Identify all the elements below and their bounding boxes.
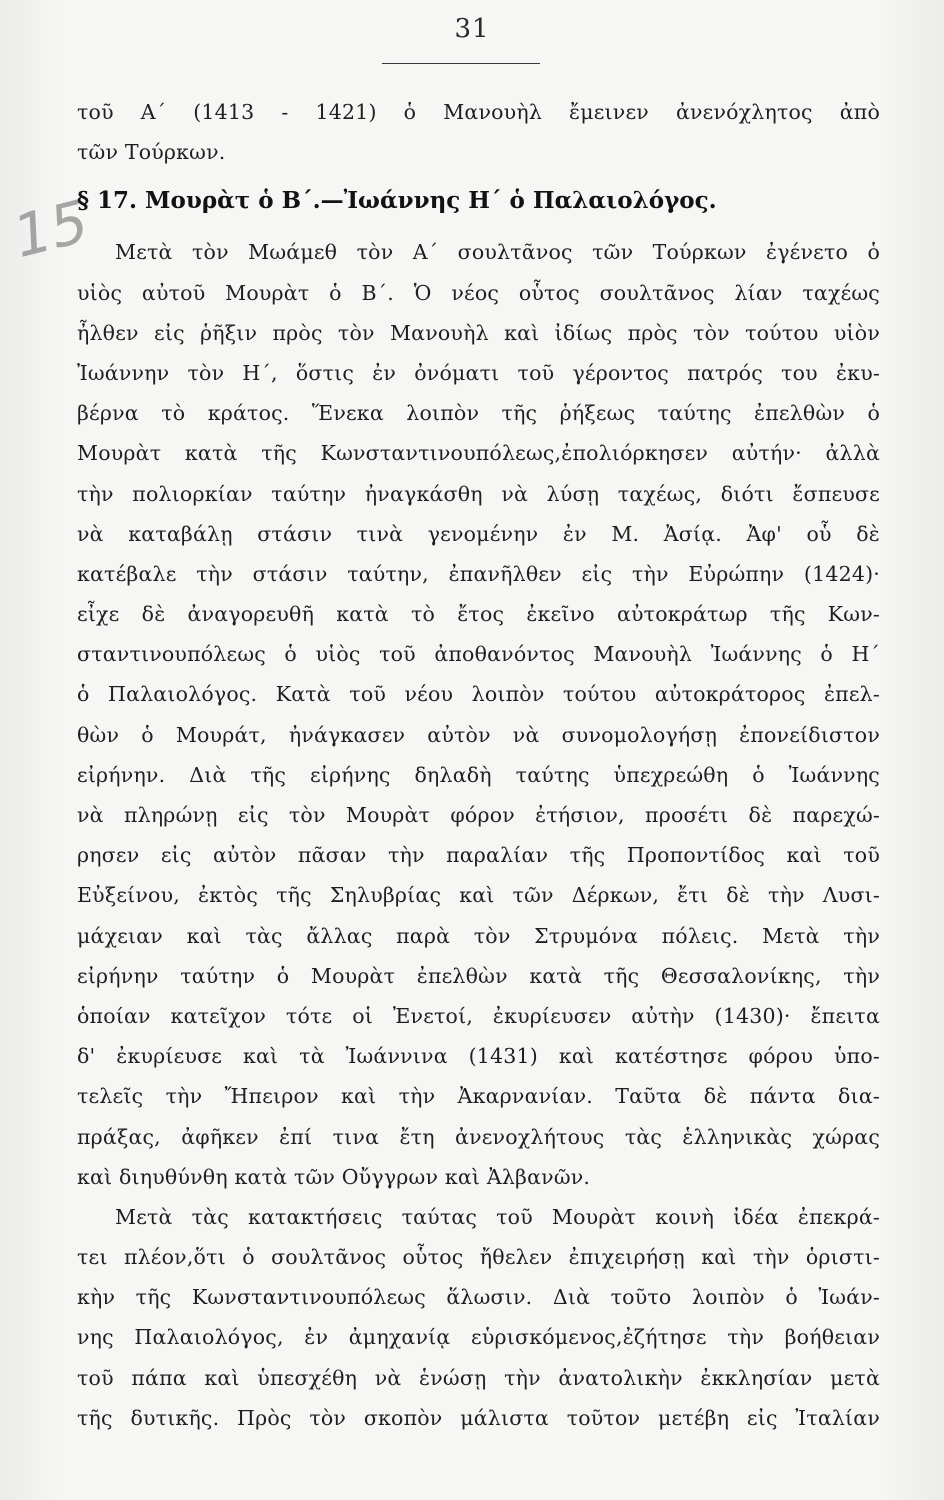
handwritten-margin-note: 15 <box>6 187 95 271</box>
text-line: τοῦ πάπα καὶ ὑπεσχέθη νὰ ἑνώσῃ τὴν ἀνατολικὴν ἐκκλησίαν μετὰ <box>77 1365 880 1390</box>
text-line: σταντινουπόλεως ὁ υἱὸς τοῦ ἀποθανόντος Μανουὴλ Ἰωάννης ὁ Η΄ <box>77 642 880 667</box>
text-line: τῆς δυτικῆς. Πρὸς τὸν σκοπὸν μάλιστα τοῦτον μετέβη εἰς Ἰταλίαν <box>77 1405 880 1430</box>
text-line: κὴν τῆς Κωνσταντινουπόλεως ἅλωσιν. Διὰ τοῦτο λοιπὸν ὁ Ἰωάν- <box>77 1285 880 1310</box>
text-line: καὶ διηυθύνθη κατὰ τῶν Οὔγγρων καὶ Ἀλβανῶν. <box>77 1164 591 1189</box>
page-number: 31 <box>454 14 490 44</box>
text-line: βέρνα τὸ κράτος. Ἕνεκα λοιπὸν τῆς ῥήξεως ταύτης ἐπελθὼν ὁ <box>77 401 880 426</box>
text-line: μάχειαν καὶ τὰς ἄλλας παρὰ τὸν Στρυμόνα πόλεις. Μετὰ τὴν <box>77 923 880 948</box>
text-line: εἶχε δὲ ἀναγορευθῆ κατὰ τὸ ἔτος ἐκεῖνο αὐτοκράτωρ τῆς Κων- <box>77 602 880 627</box>
body-text <box>77 92 880 1438</box>
text-line: θὼν ὁ Μουράτ, ἠνάγκασεν αὐτὸν νὰ συνομολογήσῃ ἐπονείδιστον <box>77 722 880 747</box>
text-line: τει πλέον,ὅτι ὁ σουλτᾶνος οὗτος ἤθελεν ἐπιχειρήσῃ καὶ τὴν ὁριστι- <box>77 1245 880 1270</box>
text-line: δ' ἐκυρίευσε καὶ τὰ Ἰωάννινα (1431) καὶ κατέστησε φόρου ὑπο- <box>77 1044 880 1069</box>
text-line: Μετὰ τὰς κατακτήσεις ταύτας τοῦ Μουρὰτ κοινὴ ἰδέα ἐπεκρά- <box>115 1204 880 1229</box>
text-line: νης Παλαιολόγος, ἐν ἀμηχανίᾳ εὑρισκόμενος,ἐζήτησε τὴν βοήθειαν <box>77 1325 880 1350</box>
text-line: ρησεν εἰς αὐτὸν πᾶσαν τὴν παραλίαν τῆς Προποντίδος καὶ τοῦ <box>77 843 880 868</box>
header-rule <box>382 63 540 64</box>
text-line: Μετὰ τὸν Μωάμεθ τὸν Α΄ σουλτᾶνος τῶν Τούρκων ἐγένετο ὁ <box>115 240 880 265</box>
text-line: ὁποίαν κατεῖχον τότε οἱ Ἐνετοί, ἐκυρίευσεν αὐτὴν (1430)· ἔπειτα <box>77 1003 880 1028</box>
text-line: Ἰωάννην τὸν Η΄, ὅστις ἐν ὀνόματι τοῦ γέροντος πατρός του ἐκυ- <box>77 360 880 385</box>
text-line: νὰ πληρώνῃ εἰς τὸν Μουρὰτ φόρον ἐτήσιον, προσέτι δὲ παρεχώ- <box>77 803 880 827</box>
text-line: ὁ Παλαιολόγος. Κατὰ τοῦ νέου λοιπὸν τούτου αὐτοκράτορος ἐπελ- <box>77 682 880 707</box>
text-line: υἱὸς αὐτοῦ Μουρὰτ ὁ Β΄. Ὁ νέος οὗτος σουλτᾶνος λίαν ταχέως <box>77 280 880 305</box>
text-line: Εὐξείνου, ἐκτὸς τῆς Σηλυβρίας καὶ τῶν Δέρκων, ἔτι δὲ τὴν Λυσι- <box>77 883 880 908</box>
section-heading: § 17. Μουρὰτ ὁ Β΄.—Ἰωάννης Η΄ ὁ Παλαιολόγος. <box>77 187 717 215</box>
text-line: κατέβαλε τὴν στάσιν ταύτην, ἐπανῆλθεν εἰς τὴν Εὐρώπην (1424)· <box>77 561 880 586</box>
text-line: εἰρήνην ταύτην ὁ Μουρὰτ ἐπελθὼν κατὰ τῆς Θεσσαλονίκης, τὴν <box>77 963 880 988</box>
text-line: πράξας, ἀφῆκεν ἐπί τινα ἔτη ἀνενοχλήτους τὰς ἑλληνικὰς χώρας <box>77 1124 880 1149</box>
text-line: νὰ καταβάλῃ στάσιν τινὰ γενομένην ἐν Μ. Ἀσίᾳ. Ἀφ' οὗ δὲ <box>77 521 880 546</box>
text-line: Μουρὰτ κατὰ τῆς Κωνσταντινουπόλεως,ἐπολιόρκησεν αὐτήν· ἀλλὰ <box>77 441 880 466</box>
text-line: ἦλθεν εἰς ῥῆξιν πρὸς τὸν Μανουὴλ καὶ ἰδίως πρὸς τὸν τούτου υἱὸν <box>77 320 880 345</box>
text-line: τελεῖς τὴν Ἤπειρον καὶ τὴν Ἀκαρνανίαν. Ταῦτα δὲ πάντα δια- <box>77 1084 880 1109</box>
text-line: τὴν πολιορκίαν ταύτην ἠναγκάσθη νὰ λύσῃ ταχέως, διότι ἔσπευσε <box>77 481 880 506</box>
text-line: τοῦ Α΄ (1413 - 1421) ὁ Μανουὴλ ἔμεινεν ἀνενόχλητος ἀπὸ <box>77 100 880 124</box>
text-line: τῶν Τούρκων. <box>77 140 226 165</box>
text-line: εἰρήνην. Διὰ τῆς εἰρήνης δηλαδὴ ταύτης ὑπεχρεώθη ὁ Ἰωάννης <box>77 762 880 787</box>
